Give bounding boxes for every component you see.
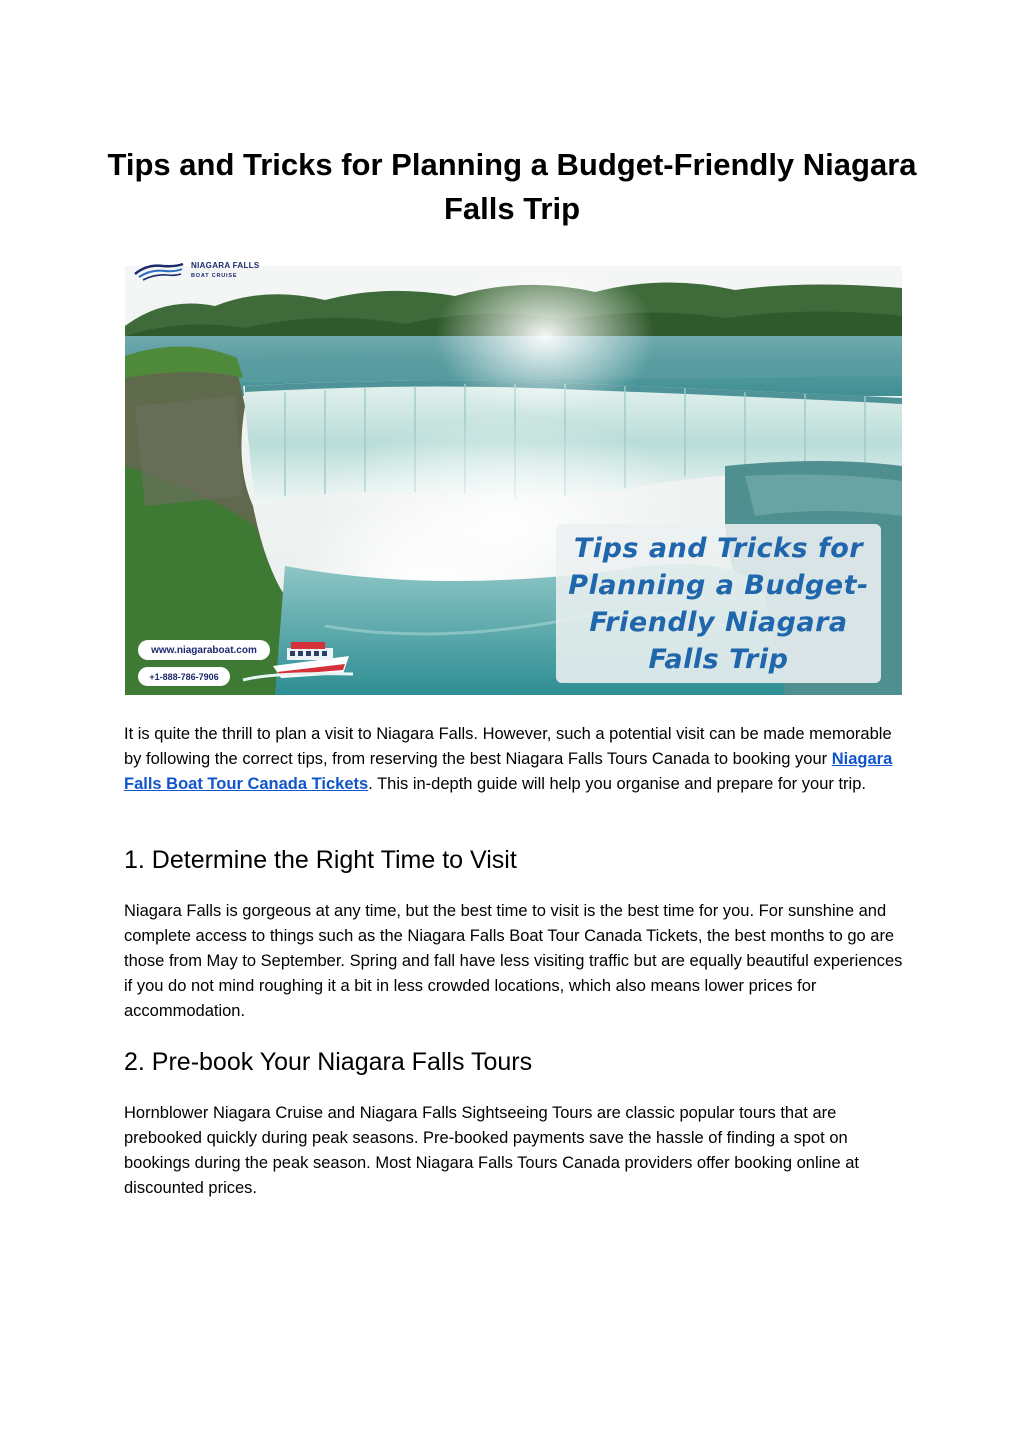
logo-line-1: NIAGARA FALLS — [191, 261, 260, 270]
phone-badge: +1-888-786-7906 — [138, 667, 230, 686]
website-badge: www.niagaraboat.com — [138, 640, 270, 660]
section-2-heading: 2. Pre-book Your Niagara Falls Tours — [124, 1048, 533, 1076]
intro-text-before: It is quite the thrill to plan a visit to Niagara Falls. However, such a potential visit can be made memorable by following the correct tips, from reserving the best Niagara Falls Tours Canada to booking your — [124, 725, 892, 768]
logo-line-2: BOAT CRUISE — [191, 273, 238, 279]
section-2-paragraph: Hornblower Niagara Cruise and Niagara Falls Sightseeing Tours are classic popular tours that are prebooked quickly during peak seasons. Pre-booked payments save the hassle of finding a spot on bookings during the peak season. Most Niagara Falls Tours Canada providers offer booking online at discounted prices. — [124, 1104, 859, 1197]
page-title: Tips and Tricks for Planning a Budget-Friendly Niagara Falls Trip — [107, 147, 917, 226]
intro-paragraph — [124, 722, 904, 797]
boat-wave-icon — [133, 260, 185, 282]
boat-tour-tickets-link[interactable]: Niagara Falls Boat Tour Canada Tickets — [124, 750, 893, 793]
hero-overlay-card — [556, 524, 881, 683]
section-1-paragraph: Niagara Falls is gorgeous at any time, but the best time to visit is the best time for you. For sunshine and complete access to things such as the Niagara Falls Boat Tour Canada Tickets, the best months to go are those from May to September. Spring and fall have less visiting traffic but are equally beautiful experiences if you do not mind roughing it a bit in less crowded locations, which also means lower prices for accommodation. — [124, 902, 903, 1020]
hero-overlay-title: Tips and Tricks for Planning a Budget-Friendly Niagara Falls Trip — [568, 532, 869, 675]
section-1-heading: 1. Determine the Right Time to Visit — [124, 846, 517, 874]
intro-text-after: . This in-depth guide will help you organise and prepare for your trip. — [368, 775, 866, 793]
brand-logo — [133, 260, 260, 282]
